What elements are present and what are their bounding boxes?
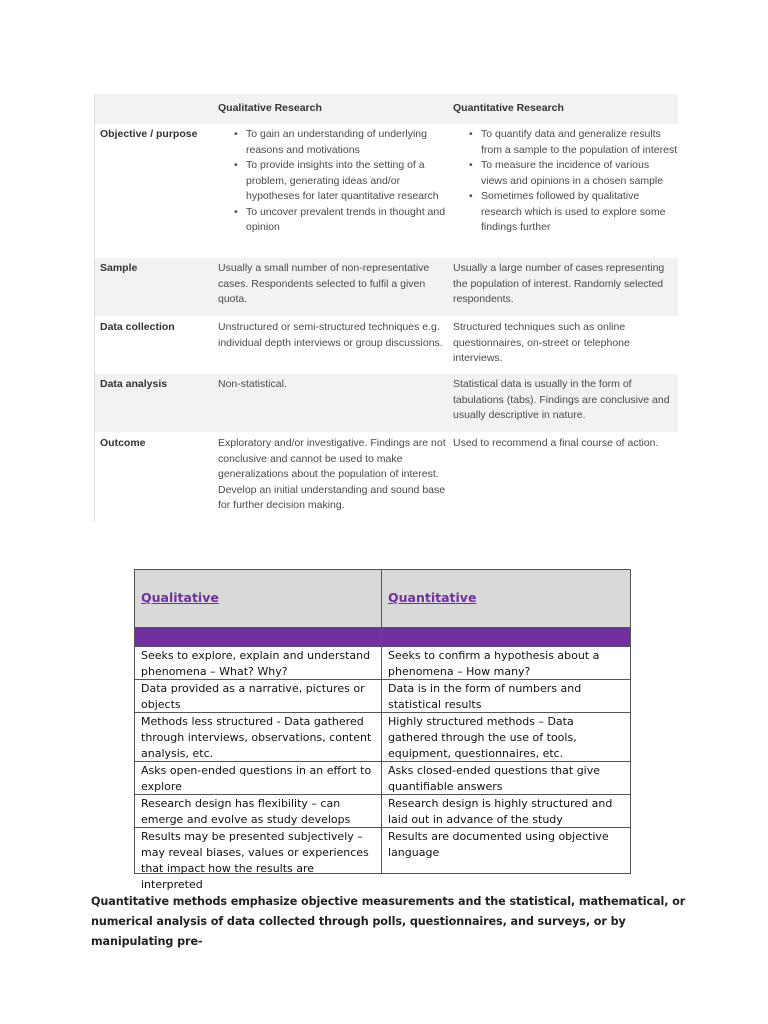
table-row-data-collection: [94, 316, 678, 374]
header-cell-quantitative: Quantitative Research: [453, 102, 564, 115]
row-label: Data analysis: [100, 378, 168, 390]
header-qualitative: Qualitative: [141, 590, 219, 605]
cell-quantitative: Data is in the form of numbers and statistical results: [388, 682, 582, 711]
cell-qualitative: Asks open-ended questions in an effort to explore: [141, 764, 372, 793]
table-row-objective: [94, 124, 678, 258]
cell-quantitative: [449, 127, 678, 258]
cell-quantitative: Asks closed-ended questions that give quantifiable answers: [388, 764, 601, 793]
list-item: • To measure the incidence of various views and opinions in a chosen sample: [481, 158, 678, 189]
comparison-table-2: [134, 569, 631, 891]
row-label: Data collection: [100, 321, 175, 333]
header-quantitative: Quantitative: [388, 590, 477, 605]
cell-quantitative: Results are documented using objective language: [388, 830, 609, 859]
table-row-outcome: [94, 432, 678, 522]
table-border: [94, 94, 95, 522]
table-row-data-analysis: [94, 374, 678, 432]
list-item: • To provide insights into the setting of a problem, generating ideas and/or hypotheses for later quantitative research: [246, 158, 449, 205]
cell-qualitative: Seeks to explore, explain and understand phenomena – What? Why?: [141, 649, 371, 678]
cell-quantitative: Used to recommend a final course of action.: [453, 437, 659, 449]
cell-quantitative: Research design is highly structured and laid out in advance of the study: [388, 797, 613, 826]
table-row: [135, 762, 630, 795]
cell-qualitative: Non-statistical.: [218, 378, 287, 390]
table-row: [135, 713, 630, 762]
cell-quantitative: Structured techniques such as online questionnaires, on-street or telephone interviews.: [453, 321, 630, 364]
table-row: [135, 828, 630, 891]
cell-qualitative: Methods less structured - Data gathered through interviews, observations, content analysis, etc.: [141, 715, 372, 760]
bullet-list: [453, 127, 678, 236]
cell-qualitative: [214, 127, 449, 258]
cell-qualitative: Unstructured or semi-structured techniques e.g. individual depth interviews or group discussions.: [218, 321, 443, 349]
list-item: • To gain an understanding of underlying reasons and motivations: [246, 127, 449, 158]
table-row-sample: [94, 258, 678, 316]
cell-qualitative: Usually a small number of non-representative cases. Respondents selected to fulfil a given quota.: [218, 262, 430, 305]
comparison-table-1: [94, 94, 678, 522]
list-item: • To uncover prevalent trends in thought and opinion: [246, 205, 449, 236]
table-header-row: [94, 94, 678, 124]
purple-accent-band: [135, 628, 630, 647]
row-label: Objective / purpose: [100, 128, 198, 140]
list-item: • Sometimes followed by qualitative research which is used to explore some findings further: [481, 189, 678, 236]
row-label: Outcome: [100, 437, 146, 449]
cell-qualitative: Results may be presented subjectively – may reveal biases, values or experiences that impact how the results are interpreted: [141, 830, 369, 891]
list-item: • To quantify data and generalize results from a sample to the population of interest: [481, 127, 678, 158]
bullet-list: [218, 127, 449, 236]
table-row: [135, 647, 630, 680]
cell-quantitative: Usually a large number of cases representing the population of interest. Randomly selected respondents.: [453, 262, 665, 305]
cell-qualitative: Exploratory and/or investigative. Findings are not conclusive and cannot be used to make generalizations about the population of interest. Develop an initial understanding and sound base for further decision making.: [218, 437, 446, 511]
table-row: [135, 680, 630, 713]
cell-qualitative: Research design has flexibility – can emerge and evolve as study develops: [141, 797, 351, 826]
body-paragraph: Quantitative methods emphasize objective measurements and the statistical, mathematical, or numerical analysis of data collected through polls, questionnaires, and surveys, or by manipulating pre-: [91, 895, 686, 948]
cell-quantitative: Highly structured methods – Data gathered through the use of tools, equipment, questionnaires, etc.: [388, 715, 577, 760]
table-row: [135, 795, 630, 828]
cell-quantitative: Statistical data is usually in the form of tabulations (tabs). Findings are conclusive and usually descriptive in nature.: [453, 378, 670, 421]
cell-quantitative: Seeks to confirm a hypothesis about a phenomena – How many?: [388, 649, 600, 678]
row-label: Sample: [100, 262, 138, 274]
header-cell-qualitative: Qualitative Research: [218, 102, 322, 115]
cell-qualitative: Data provided as a narrative, pictures or objects: [141, 682, 365, 711]
